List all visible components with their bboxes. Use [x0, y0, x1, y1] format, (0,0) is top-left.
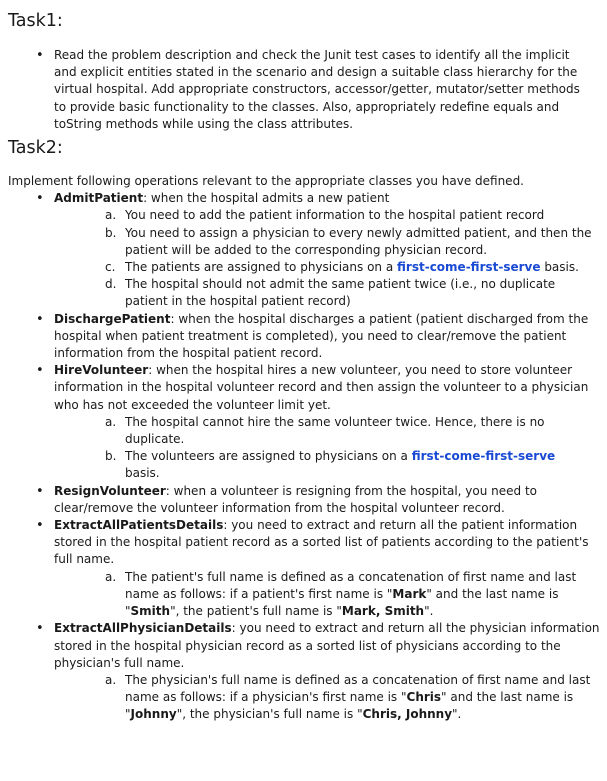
- resign-volunteer-item: • ResignVolunteer: when a volunteer is resigning from the hospital, you need to clear/remove the volunteer information from the hospital volunteer record.: [8, 483, 601, 517]
- admit-patient-name: AdmitPatient: [54, 191, 144, 206]
- fcfs-highlight: first-come-first-serve: [411, 449, 556, 464]
- extract-patients-sublist: [8, 569, 601, 621]
- list-item: d. The hospital should not admit the same patient twice (i.e., no duplicate patient in the hospital patient record): [105, 277, 556, 309]
- list-item: a. The physician's full name is defined as a concatenation of first name and last name as follows: if a physician's first name is "Chris" and the last name is "Johnny", the physician's full name is "Chris, Johnny".: [105, 672, 591, 722]
- task1-bullet: • Read the problem description and check the Junit test cases to identify all the implicit and explicit entities stated in the scenario and design a suitable class hierarchy for the virtual hospital. Add appropriate constructors, accessor/getter, mutator/setter methods to provide basic functionality to the classes. Also, appropriately redefine equals and toString methods while using the class attributes.: [8, 47, 601, 133]
- task2-heading: Task2:: [8, 138, 63, 159]
- extract-patients-name: ExtractAllPatientsDetails: [54, 518, 224, 533]
- operations-list: [8, 190, 601, 723]
- extract-physicians-item: • ExtractAllPhysicianDetails: you need to extract and return all the physician information stored in the hospital physician record as a sorted list of physicians according to the physician's full name.: [8, 620, 601, 672]
- hire-volunteer-item: • HireVolunteer: when the hospital hires a new volunteer, you need to store volunteer information in the hospital volunteer record and then assign the volunteer to a physician who has not exceeded the volunteer limit yet.: [8, 362, 601, 414]
- task2-intro: Implement following operations relevant to the appropriate classes you have defined.: [8, 174, 524, 189]
- admit-patient-sublist: [8, 207, 601, 310]
- list-item: a. The patient's full name is defined as a concatenation of first name and last name as follows: if a patient's first name is "Mark" and the last name is "Smith", the patient's full name is "Mark, Smith".: [105, 569, 577, 619]
- hire-volunteer-name: HireVolunteer: [54, 363, 149, 378]
- extract-physicians-name: ExtractAllPhysicianDetails: [54, 621, 232, 636]
- list-item: b. You need to assign a physician to every newly admitted patient, and then the patient will be added to the corresponding physician record.: [105, 225, 592, 257]
- list-item: a. You need to add the patient information to the hospital patient record: [105, 208, 545, 223]
- fcfs-highlight: first-come-first-serve: [397, 260, 541, 275]
- discharge-patient-item: • DischargePatient: when the hospital discharges a patient (patient discharged from the hospital when patient treatment is completed), you need to clear/remove the patient information from the hospital patient record.: [8, 311, 601, 363]
- resign-volunteer-name: ResignVolunteer: [54, 483, 166, 498]
- task1-heading: Task1:: [8, 11, 63, 31]
- admit-patient-item: [8, 190, 601, 207]
- list-item: a. The hospital cannot hire the same volunteer twice. Hence, there is no duplicate.: [105, 414, 545, 447]
- list-item: b. The volunteers are assigned to physicians on a first-come-first-serve basis.: [105, 449, 556, 481]
- extract-physicians-sublist: [8, 672, 601, 724]
- admit-patient-desc: : when the hospital admits a new patient: [143, 191, 390, 206]
- extract-patients-item: • ExtractAllPatientsDetails: you need to extract and return all the patient information stored in the hospital patient record as a sorted list of patients according to the patient's full name.: [8, 517, 601, 569]
- list-item: c. The patients are assigned to physicians on a first-come-first-serve basis.: [105, 260, 579, 275]
- hire-volunteer-sublist: [8, 414, 601, 483]
- task1-list: [8, 47, 601, 133]
- discharge-patient-name: DischargePatient: [54, 311, 171, 326]
